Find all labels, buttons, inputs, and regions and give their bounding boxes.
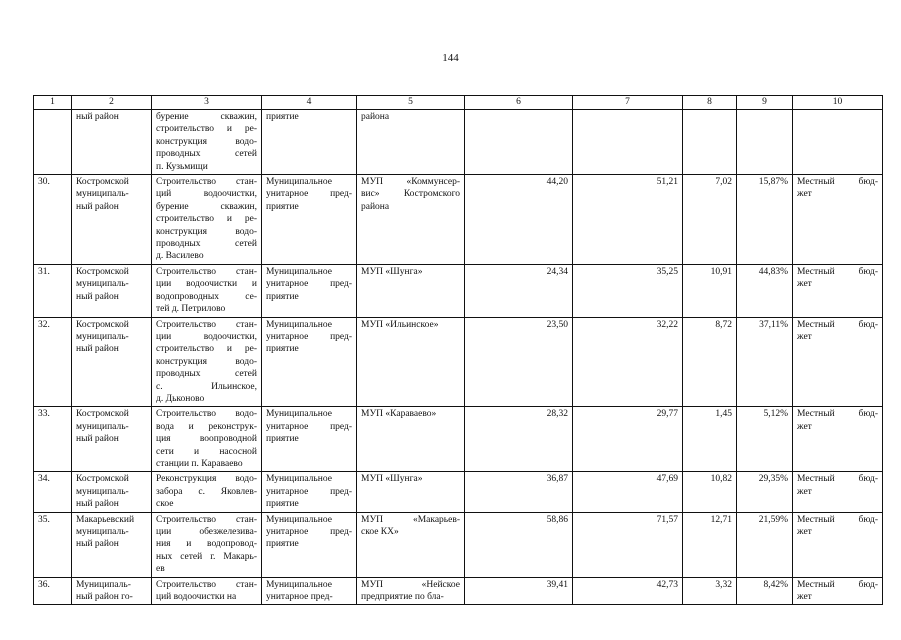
work-description-line: ций водоочистки на (156, 592, 237, 603)
row-number-cell: 34. (34, 472, 72, 512)
work-description-line: строительство и ре- (156, 214, 257, 225)
ownership-type-line: приятие (266, 434, 299, 445)
ownership-type-line: приятие (266, 499, 299, 510)
work-description-cell (152, 110, 262, 175)
operator-cell (357, 175, 465, 265)
funding-source-cell (793, 264, 883, 317)
work-description-line: д. Дьконово (156, 393, 205, 404)
data-table (33, 95, 883, 605)
column-header: 8 (683, 96, 737, 110)
percent-cell: 21,59% (737, 512, 793, 577)
value-col7-cell: 51,21 (573, 175, 683, 265)
work-description-line: Строительство стан- (156, 177, 257, 188)
funding-source-cell (793, 512, 883, 577)
table-row (34, 407, 883, 472)
value-col8-cell: 12,71 (683, 512, 737, 577)
work-description-cell (152, 577, 262, 605)
value-col7-cell: 32,22 (573, 317, 683, 407)
table-row (34, 512, 883, 577)
operator-line: МУП «Караваево» (361, 409, 437, 420)
ownership-type-line: Муниципальное (266, 409, 332, 420)
operator-line: МУП «Шунга» (361, 266, 423, 277)
work-description-line: ных сетей г. Макарь- (156, 551, 257, 562)
value-col7-cell (573, 110, 683, 175)
operator-line: МУП «Коммунсер- (361, 177, 460, 188)
work-description-line: бурение скважин, (156, 112, 257, 122)
column-header: 3 (152, 96, 262, 110)
municipality-line: ный район (76, 499, 119, 510)
work-description-line: ции водоочистки и (156, 279, 257, 290)
ownership-type-line: приятие (266, 344, 299, 355)
municipality-cell (72, 472, 152, 512)
funding-source-line: Местный бюд- (797, 266, 878, 277)
funding-source-line: жет (797, 331, 812, 342)
municipality-line: муниципаль- (76, 527, 129, 537)
municipality-line: Костромской (76, 474, 129, 485)
value-col7-cell: 35,25 (573, 264, 683, 317)
value-col7-cell: 29,77 (573, 407, 683, 472)
municipality-cell (72, 110, 152, 175)
municipality-line: муниципаль- (76, 486, 129, 497)
value-col6-cell: 39,41 (465, 577, 573, 605)
municipality-line: ный район (76, 539, 119, 550)
ownership-type-line: унитарное пред- (266, 279, 352, 290)
value-col8-cell: 10,91 (683, 264, 737, 317)
operator-line: предприятие по бла- (361, 592, 444, 603)
row-number-cell: 31. (34, 264, 72, 317)
work-description-line: строительство и ре- (156, 344, 257, 355)
ownership-type-line: приятие (266, 201, 299, 212)
work-description-line: Строительство стан- (156, 266, 257, 277)
municipality-line: ный район (76, 344, 119, 355)
operator-cell (357, 577, 465, 605)
work-description-line: водопроводных се- (156, 291, 257, 302)
value-col8-cell: 8,72 (683, 317, 737, 407)
municipality-line: ный район (76, 434, 119, 445)
municipality-line: муниципаль- (76, 421, 129, 432)
work-description-line: ции водоочистки, (156, 331, 257, 342)
work-description-cell (152, 317, 262, 407)
operator-cell (357, 472, 465, 512)
funding-source-line: Местный бюд- (797, 319, 878, 330)
municipality-line: Костромской (76, 319, 129, 330)
funding-source-cell (793, 407, 883, 472)
work-description-line: Строительство водо- (156, 409, 257, 420)
municipality-line: ный район (76, 112, 119, 122)
work-description-line: ций водоочистки, (156, 189, 257, 200)
ownership-type-cell (262, 577, 357, 605)
ownership-type-cell (262, 317, 357, 407)
work-description-cell (152, 512, 262, 577)
ownership-type-line: унитарное пред- (266, 421, 352, 432)
municipality-line: Костромской (76, 409, 129, 420)
work-description-line: ев (156, 564, 165, 575)
municipality-line: ный район (76, 291, 119, 302)
ownership-type-line: приятие (266, 291, 299, 302)
percent-cell: 8,42% (737, 577, 793, 605)
work-description-cell (152, 175, 262, 265)
funding-source-line: Местный бюд- (797, 177, 878, 188)
column-header: 4 (262, 96, 357, 110)
funding-source-line: Местный бюд- (797, 514, 878, 525)
ownership-type-line: Муниципальное (266, 579, 332, 590)
work-description-line: ния и водопровод- (156, 539, 257, 550)
value-col6-cell: 28,32 (465, 407, 573, 472)
work-description-line: ции обезжелезива- (156, 527, 257, 537)
funding-source-cell (793, 317, 883, 407)
value-col7-cell: 71,57 (573, 512, 683, 577)
operator-line: района (361, 201, 390, 212)
percent-cell: 29,35% (737, 472, 793, 512)
work-description-cell (152, 407, 262, 472)
table-row (34, 317, 883, 407)
work-description-cell (152, 264, 262, 317)
percent-cell: 5,12% (737, 407, 793, 472)
row-number-cell: 32. (34, 317, 72, 407)
operator-cell (357, 512, 465, 577)
operator-line: МУП «Шунга» (361, 474, 423, 485)
work-description-line: конструкция водо- (156, 356, 257, 367)
table-row (34, 472, 883, 512)
ownership-type-cell (262, 472, 357, 512)
funding-source-line: жет (797, 279, 812, 290)
percent-cell: 15,87% (737, 175, 793, 265)
column-header: 7 (573, 96, 683, 110)
column-header: 6 (465, 96, 573, 110)
work-description-line: строительство и ре- (156, 124, 257, 135)
funding-source-cell (793, 175, 883, 265)
ownership-type-cell (262, 264, 357, 317)
municipality-line: ный район (76, 201, 119, 212)
operator-cell (357, 317, 465, 407)
table-row (34, 264, 883, 317)
work-description-line: проводных сетей (156, 369, 257, 380)
ownership-type-line: приятие (266, 539, 299, 550)
value-col6-cell: 58,86 (465, 512, 573, 577)
municipality-cell (72, 577, 152, 605)
table-row (34, 577, 883, 605)
column-header: 1 (34, 96, 72, 110)
column-header: 10 (793, 96, 883, 110)
work-description-line: проводных сетей (156, 149, 257, 160)
work-description-line: ское (156, 499, 174, 510)
municipality-cell (72, 407, 152, 472)
value-col6-cell: 36,87 (465, 472, 573, 512)
ownership-type-line: Муниципальное (266, 474, 332, 485)
percent-cell (737, 110, 793, 175)
funding-source-line: Местный бюд- (797, 579, 878, 590)
work-description-line: вода и реконструк- (156, 421, 257, 432)
value-col7-cell: 47,69 (573, 472, 683, 512)
ownership-type-line: унитарное пред- (266, 189, 352, 200)
operator-cell (357, 110, 465, 175)
funding-source-line: жет (797, 486, 812, 497)
row-number-cell: 35. (34, 512, 72, 577)
row-number-cell: 33. (34, 407, 72, 472)
ownership-type-line: унитарное пред- (266, 331, 352, 342)
table-row (34, 110, 883, 175)
value-col8-cell: 10,82 (683, 472, 737, 512)
operator-line: МУП «Ильинское» (361, 319, 439, 330)
work-description-line: с. Ильинское, (156, 381, 257, 392)
work-description-line: Строительство стан- (156, 319, 257, 330)
funding-source-line: Местный бюд- (797, 474, 878, 485)
funding-source-line: жет (797, 189, 812, 200)
operator-cell (357, 264, 465, 317)
work-description-cell (152, 472, 262, 512)
operator-line: ское КХ» (361, 527, 399, 537)
funding-source-cell (793, 110, 883, 175)
ownership-type-cell (262, 407, 357, 472)
work-description-line: тей д. Петрилово (156, 304, 226, 315)
municipality-line: Муниципаль- (76, 579, 131, 590)
page-number: 144 (442, 52, 459, 64)
work-description-line: Реконструкция водо- (156, 474, 257, 485)
value-col8-cell: 1,45 (683, 407, 737, 472)
value-col6-cell: 44,20 (465, 175, 573, 265)
column-header: 2 (72, 96, 152, 110)
work-description-line: Строительство стан- (156, 579, 257, 590)
operator-cell (357, 407, 465, 472)
value-col6-cell (465, 110, 573, 175)
municipality-line: муниципаль- (76, 189, 129, 200)
operator-line: района (361, 112, 390, 122)
ownership-type-cell (262, 512, 357, 577)
work-description-line: п. Кузьмищи (156, 161, 208, 172)
value-col6-cell: 24,34 (465, 264, 573, 317)
table-header-row (34, 96, 883, 110)
municipality-line: Костромской (76, 177, 129, 188)
ownership-type-cell (262, 175, 357, 265)
work-description-line: сети и насосной (156, 446, 257, 457)
municipality-line: муниципаль- (76, 331, 129, 342)
ownership-type-line: приятие (266, 112, 299, 122)
work-description-line: забора с. Яковлев- (156, 486, 257, 497)
funding-source-cell (793, 472, 883, 512)
municipality-cell (72, 317, 152, 407)
row-number-cell (34, 110, 72, 175)
ownership-type-line: унитарное пред- (266, 527, 352, 537)
ownership-type-line: Муниципальное (266, 177, 332, 188)
row-number-cell: 36. (34, 577, 72, 605)
operator-line: вис» Костромского (361, 189, 460, 200)
funding-source-cell (793, 577, 883, 605)
value-col8-cell: 7,02 (683, 175, 737, 265)
work-description-line: конструкция водо- (156, 226, 257, 237)
work-description-line: бурение скважин, (156, 201, 257, 212)
operator-line: МУП «Нейское (361, 579, 460, 590)
funding-source-line: жет (797, 592, 812, 603)
municipality-cell (72, 512, 152, 577)
value-col6-cell: 23,50 (465, 317, 573, 407)
work-description-line: Строительство стан- (156, 514, 257, 525)
table-row (34, 175, 883, 265)
funding-source-line: жет (797, 421, 812, 432)
municipality-line: муниципаль- (76, 279, 129, 290)
column-header: 5 (357, 96, 465, 110)
municipality-line: ный район го- (76, 592, 133, 603)
municipality-cell (72, 264, 152, 317)
value-col8-cell: 3,32 (683, 577, 737, 605)
percent-cell: 37,11% (737, 317, 793, 407)
ownership-type-cell (262, 110, 357, 175)
municipality-cell (72, 175, 152, 265)
funding-source-line: жет (797, 527, 812, 537)
ownership-type-line: Муниципальное (266, 514, 332, 525)
work-description-line: станции п. Караваево (156, 458, 243, 469)
row-number-cell: 30. (34, 175, 72, 265)
work-description-line: ция воопроводной (156, 434, 257, 445)
work-description-line: проводных сетей (156, 239, 257, 250)
value-col8-cell (683, 110, 737, 175)
column-header: 9 (737, 96, 793, 110)
ownership-type-line: унитарное пред- (266, 486, 352, 497)
municipality-line: Макарьевский (76, 514, 135, 525)
ownership-type-line: Муниципальное (266, 319, 332, 330)
work-description-line: д. Василево (156, 251, 204, 262)
value-col7-cell: 42,73 (573, 577, 683, 605)
work-description-line: конструкция водо- (156, 136, 257, 147)
ownership-type-line: Муниципальное (266, 266, 332, 277)
funding-source-line: Местный бюд- (797, 409, 878, 420)
ownership-type-line: унитарное пред- (266, 592, 333, 603)
municipality-line: Костромской (76, 266, 129, 277)
operator-line: МУП «Макарьев- (361, 514, 460, 525)
percent-cell: 44,83% (737, 264, 793, 317)
